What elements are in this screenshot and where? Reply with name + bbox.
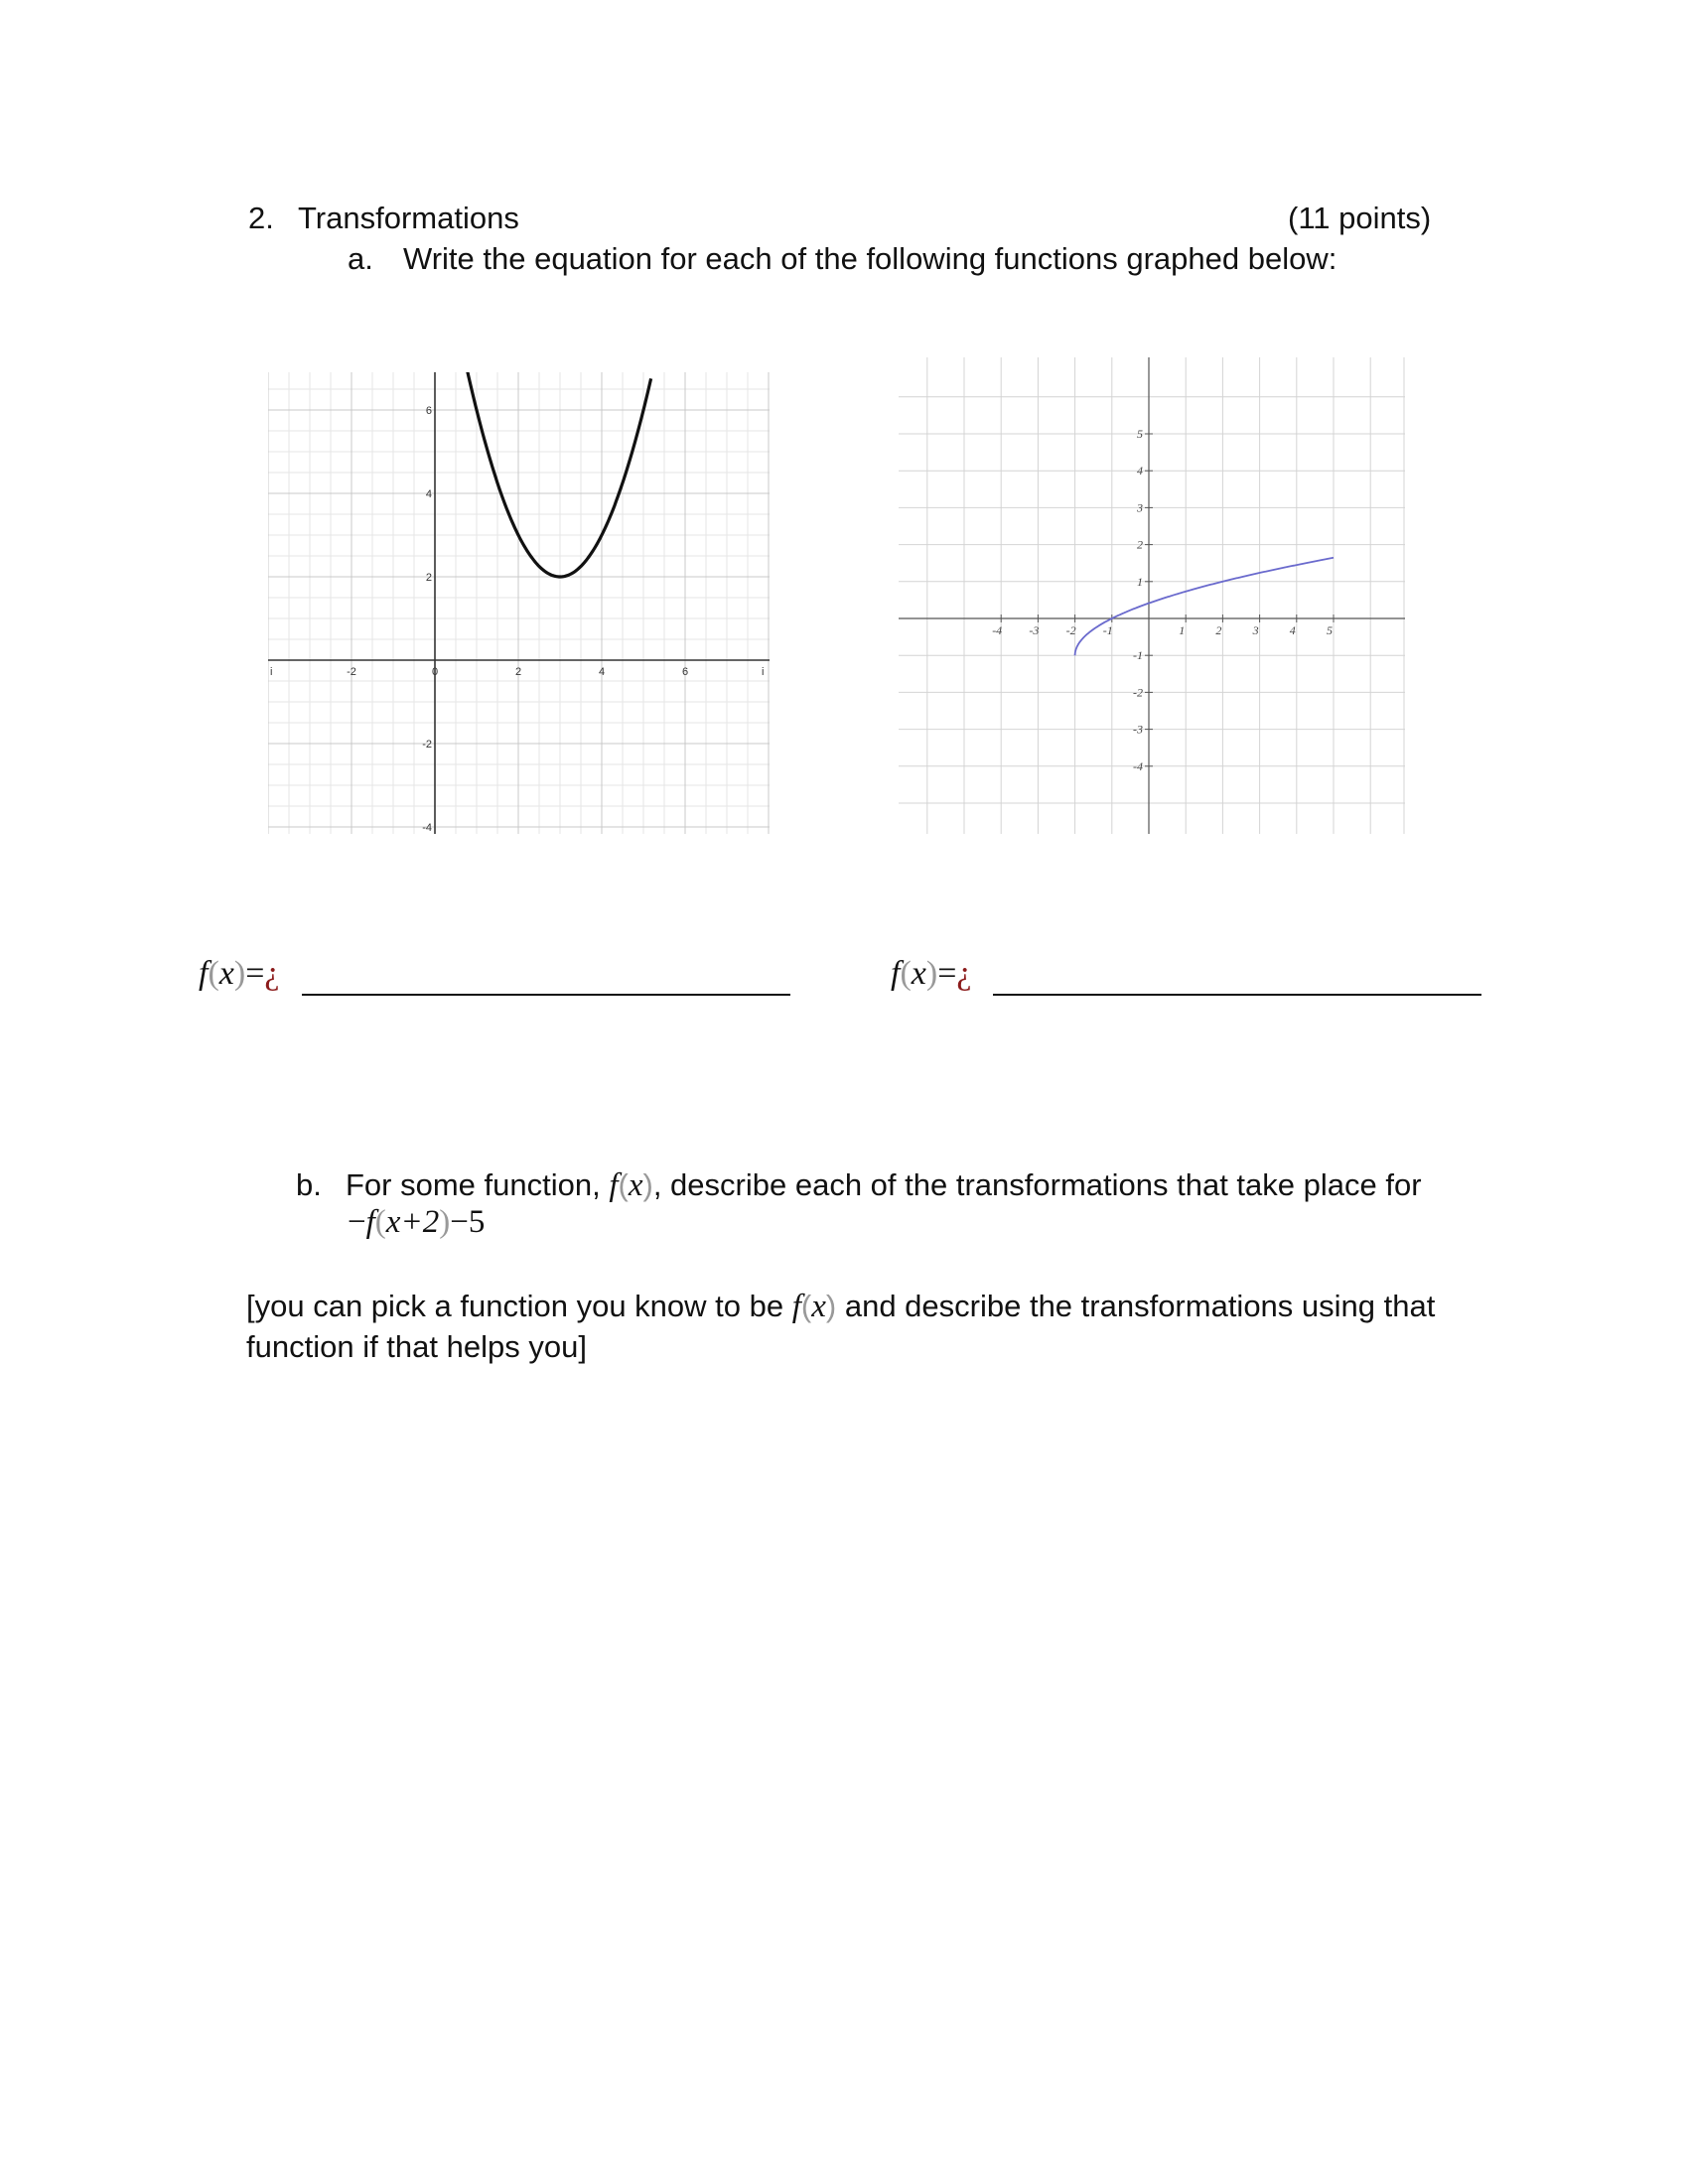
x-tick-label: 4 (598, 666, 606, 678)
answer-right (891, 956, 971, 992)
part-b-expr-close: ) (439, 1204, 451, 1240)
part-b-close-paren: ) (642, 1167, 653, 1202)
y-tick-label: -4 (422, 822, 432, 834)
question-title: Transformations (298, 201, 519, 235)
y-tick-label: 4 (425, 488, 432, 500)
part-b-letter: b. (296, 1167, 322, 1202)
part-b-line1 (346, 1167, 1422, 1203)
y-tick-label: 6 (425, 405, 432, 417)
x-tick-label: 2 (1215, 623, 1222, 637)
answer-left-placeholder: ¿ (264, 955, 280, 992)
x-tick-label: 4 (1289, 623, 1296, 637)
part-b-f: f (609, 1167, 619, 1203)
graph-right-grid (899, 357, 1405, 834)
part-b-expr-minus: − (348, 1204, 366, 1240)
graph-right (899, 357, 1405, 834)
part-b-expression (348, 1204, 485, 1240)
part-b-expr-f: f (365, 1204, 375, 1240)
part-a-prompt: Write the equation for each of the following functions graphed below: (403, 241, 1337, 276)
y-tick-label: -3 (1133, 722, 1143, 737)
hint-close-paren: ) (825, 1289, 837, 1323)
x-tick-label: -4 (992, 623, 1003, 637)
question-number: 2. (248, 201, 274, 235)
y-tick-label: 2 (1137, 537, 1143, 552)
answer-left-open-paren: ( (208, 955, 219, 992)
part-b-expr-open: ( (374, 1204, 386, 1240)
x-tick-label: 1 (1179, 623, 1186, 637)
answer-left-close-paren: ) (233, 955, 246, 992)
part-b-text-after: , describe each of the transformations that take place for (652, 1167, 1422, 1202)
x-tick-label: -2 (347, 666, 356, 678)
answer-left-f: f (199, 955, 209, 992)
answer-right-equals: = (937, 955, 957, 992)
hint-x: x (811, 1289, 826, 1324)
x-tick-label: 0 (431, 666, 439, 678)
x-tick-label: -3 (1029, 623, 1040, 637)
x-tick-label: 6 (681, 666, 689, 678)
answer-right-f: f (891, 955, 901, 992)
y-tick-label: 1 (1137, 574, 1143, 589)
answer-right-blank[interactable] (993, 972, 1481, 996)
x-tick-label: 2 (514, 666, 522, 678)
y-tick-label: -2 (422, 739, 432, 751)
answer-left (199, 956, 279, 992)
answer-left-equals: = (245, 955, 265, 992)
graph-left (268, 372, 770, 834)
answer-right-placeholder: ¿ (956, 955, 972, 992)
part-b-expr-inner: x+2 (385, 1204, 440, 1240)
x-tick-label: -2 (1065, 623, 1076, 637)
part-b-expr-tail: −5 (450, 1204, 486, 1240)
answer-left-blank[interactable] (302, 972, 790, 996)
part-b-open-paren: ( (618, 1167, 629, 1202)
answer-right-close-paren: ) (925, 955, 938, 992)
y-tick-label: 5 (1137, 427, 1143, 441)
y-tick-label: 4 (1137, 464, 1143, 478)
y-tick-label: -2 (1133, 685, 1143, 700)
y-tick-label: 2 (425, 572, 432, 584)
x-tick-label: 3 (1252, 623, 1259, 637)
part-a-letter: a. (348, 241, 373, 276)
part-b-text-before: For some function, (346, 1167, 610, 1202)
answer-right-x: x (911, 955, 926, 992)
x-edge-mark: i (762, 666, 765, 678)
hint-text-before: [you can pick a function you know to be (246, 1289, 792, 1323)
hint-line1 (246, 1289, 1435, 1324)
answer-left-x: x (218, 955, 234, 992)
x-tick-label: -1 (1102, 623, 1113, 637)
hint-open-paren: ( (800, 1289, 812, 1323)
graph-right-sqrt-curve (1075, 558, 1334, 655)
question-points: (11 points) (1288, 201, 1432, 235)
x-edge-mark: i (270, 666, 273, 678)
x-tick-label: 5 (1327, 623, 1333, 637)
answer-right-open-paren: ( (900, 955, 912, 992)
y-tick-label: -4 (1133, 758, 1143, 773)
hint-f: f (791, 1289, 801, 1324)
y-tick-label: -1 (1133, 648, 1143, 663)
hint-line2: function if that helps you] (246, 1329, 587, 1364)
part-b-x: x (628, 1167, 643, 1203)
hint-text-after: and describe the transformations using that (836, 1289, 1436, 1323)
y-tick-label: 3 (1137, 500, 1143, 515)
